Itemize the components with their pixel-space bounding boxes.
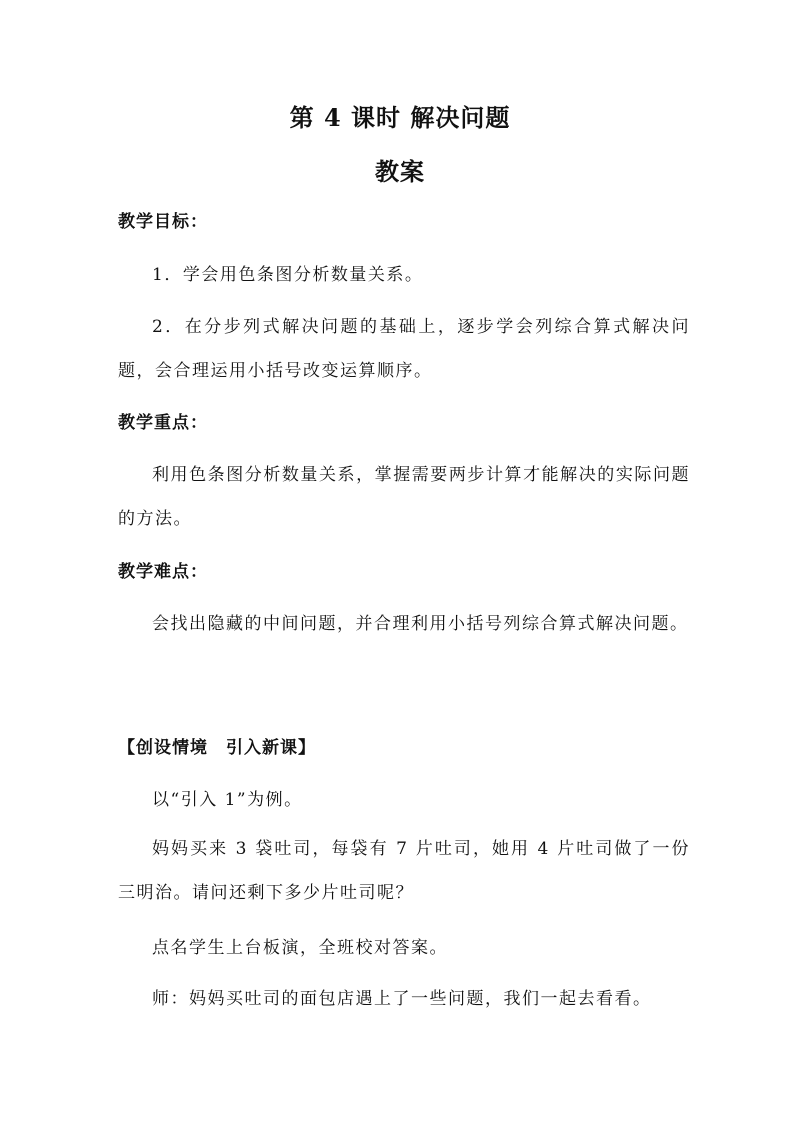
lesson-subtitle: 教案 bbox=[375, 157, 425, 186]
key-points-text: 利用色条图分析数量关系，掌握需要两步计算才能解决的实际问题的方法。 bbox=[118, 465, 690, 529]
intro-line-2: 妈妈买来 3 袋吐司，每袋有 7 片吐司，她用 4 片吐司做了一份三明治。请问还剩下多少片吐司呢？ bbox=[118, 839, 690, 903]
difficulties-text: 会找出隐藏的中间问题，并合理利用小括号列综合算式解决问题。 bbox=[152, 614, 689, 634]
intro-line-3: 点名学生上台板演，全班校对答案。 bbox=[152, 938, 448, 958]
teaching-goal-2: 2．在分步列式解决问题的基础上，逐步学会列综合算式解决问题，会合理运用小括号改变运算顺序。 bbox=[118, 317, 690, 381]
intro-line-4: 师：妈妈买吐司的面包店遇上了一些问题，我们一起去看看。 bbox=[152, 989, 652, 1009]
lesson-title: 第 4 课时 解决问题 bbox=[289, 103, 511, 132]
teaching-goals-heading: 教学目标： bbox=[118, 212, 208, 232]
intro-section-heading: 【创设情境 引入新课】 bbox=[118, 738, 316, 758]
key-points-heading: 教学重点： bbox=[118, 413, 208, 433]
teaching-goal-1: 1．学会用色条图分析数量关系。 bbox=[152, 265, 424, 285]
intro-line-1: 以“引入 1”为例。 bbox=[152, 790, 303, 810]
difficulties-heading: 教学难点： bbox=[118, 562, 208, 582]
